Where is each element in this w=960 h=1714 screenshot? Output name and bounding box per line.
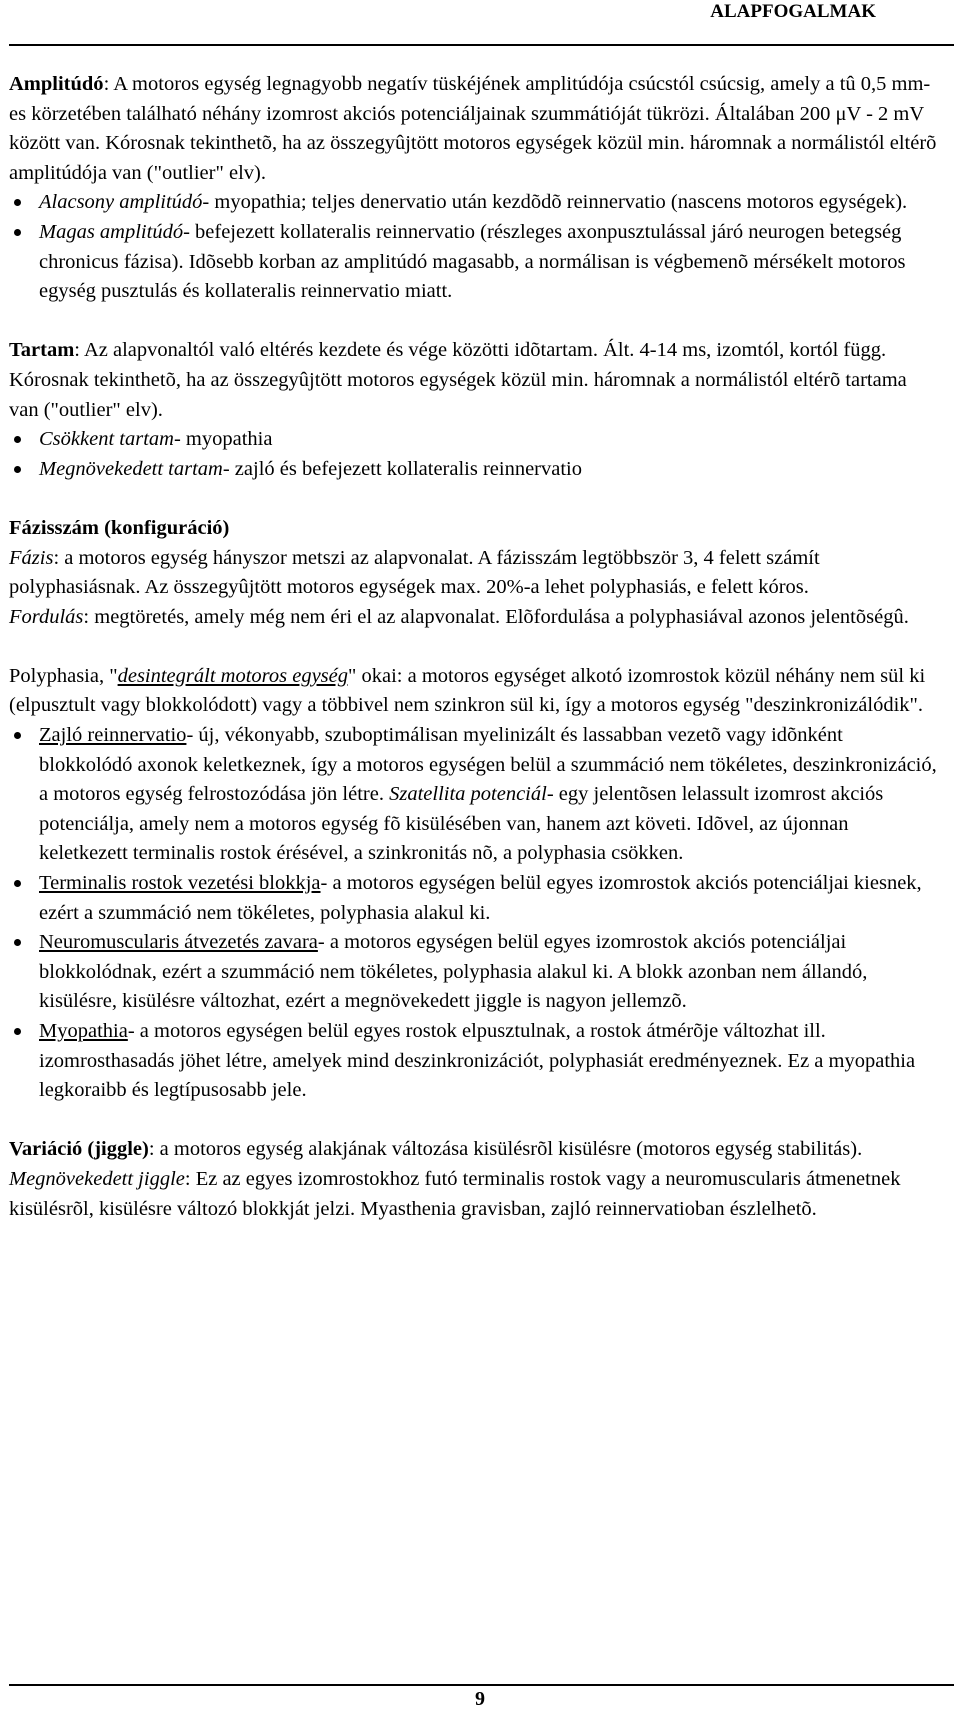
fazisszam-heading-text: Fázisszám (konfiguráció) [9, 516, 230, 539]
list-term: Terminalis rostok vezetési blokkja [39, 872, 321, 895]
tartam-list [9, 425, 939, 484]
list-item [39, 455, 939, 485]
fazis-text: : a motoros egység hányszor metszi az alapvonalat. A fázisszám legtöbbször 3, 4 felett számít polyphasiásnak. Az összegyûjtött motoros egységek max. 20%-a lehet polyphasiás, e felett kóros. [9, 546, 820, 599]
document-body [9, 70, 939, 1224]
list-item [39, 188, 939, 218]
fazis-term: Fázis [9, 546, 54, 569]
list-term: Magas amplitúdó [39, 220, 184, 243]
polyphasia-pre: Polyphasia, " [9, 664, 118, 687]
section-variacio [9, 1135, 939, 1224]
fazis-paragraph [9, 544, 939, 603]
fazisszam-heading [9, 514, 939, 544]
amplitudo-paragraph [9, 70, 939, 188]
section-fazisszam [9, 514, 939, 632]
list-text: - myopathia [173, 428, 273, 451]
tartam-text: : Az alapvonaltól való eltérés kezdete és vége közötti idõtartam. Ált. 4-14 ms, izomtól, kortól függ. Kórosnak tekinthetõ, ha az összegyûjtött motoros egységek közül min. háromnak a normálistól eltérõ tartama van ("outlier" elv). [9, 339, 907, 421]
header-title: ALAPFOGALMAK [710, 1, 876, 22]
section-amplitudo [9, 70, 939, 307]
polyphasia-post: " okai: a motoros egységet alkotó izomrostok közül néhány nem sül ki (elpusztult vagy blokkolódott) vagy a többivel nem szinkron sül ki, így a motoros egység "deszinkronizálódik". [9, 664, 926, 717]
section-tartam [9, 336, 939, 484]
list-text: - myopathia; teljes denervatio után kezdõdõ reinnervatio (nascens motoros egységek). [202, 191, 908, 214]
list-item [39, 869, 939, 928]
polyphasia-term: desintegrált motoros egység [117, 664, 348, 687]
list-text-secondary: - egy jelentõsen lelassult izomrost akciós potenciálja, amely nem a motoros egység fõ kisülésében van, hanem azt követi. Idõvel, az újonnan keletkezett terminalis rostok érésével, a szinkronitás nõ, a polyphasia csökken. [39, 783, 884, 865]
amplitudo-term: Amplitúdó [9, 73, 104, 95]
amplitudo-text: : A motoros egység legnagyobb negatív tüskéjének amplitúdója csúcstól csúcsig, amely a tû 0,5 mm-es körzetében található néhány izomrost akciós potenciáljainak szummátióját tükrözi. Általában 200 μV - 2 mV között van. Kórosnak tekinthetõ, ha az összegyûjtött motoros egységek közül min. háromnak a normálistól eltérõ amplitúdója van ("outlier" elv). [9, 73, 937, 184]
list-item [39, 425, 939, 455]
page-number: 9 [475, 1688, 485, 1710]
list-text: - a motoros egységen belül egyes izomrostok akciós potenciáljai blokkolódnak, ezért a szummáció nem tökéletes, polyphasia alakul ki. A blokk azonban nem állandó, kisülésre, kisülésre változhat, ezért a megnövekedett jiggle is nagyon jellemzõ. [39, 931, 868, 1013]
list-term: Alacsony amplitúdó [39, 191, 203, 214]
list-text: - új, vékonyabb, szuboptimálisan myelinizált és lassabban vezetõ vagy idõnként blokkolódó axonok keletkeznek, így a motoros egységen belül a szummáció nem tökéletes, deszinkronizáció, a motoros egység felrostozódása jön létre. [39, 724, 937, 806]
variacio-text: : a motoros egység alakjának változása kisülésrõl kisülésre (motoros egység stabilitás). [148, 1138, 863, 1161]
list-term: Zajló reinnervatio [39, 724, 187, 747]
variacio-term: Variáció (jiggle) [9, 1138, 149, 1161]
section-polyphasia [9, 662, 939, 1106]
jiggle-text: : Ez az egyes izomrostokhoz futó terminalis rostok vagy a neuromuscularis átmenetnek kisülésrõl, kisülésre változó blokkját jelzi. Myasthenia gravisban, zajló reinnervatioban észlelhetõ. [9, 1167, 901, 1220]
list-term: Neuromuscularis átvezetés zavara [39, 931, 318, 954]
list-text: - a motoros egységen belül egyes izomrostok akciós potenciáljai kiesnek, ezért a szummáció nem tökéletes, polyphasia alakul ki. [39, 872, 922, 924]
list-text: - a motoros egységen belül egyes rostok elpusztulnak, a rostok átmérõje változhat ill. izomrosthasadás jöhet létre, amelyek mind deszinkronizációt, polyphasiát eredményeznek. Ez a myopathia legkoraibb és legtípusosabb jele. [39, 1020, 916, 1102]
tartam-term: Tartam [9, 339, 75, 362]
header-rule [9, 44, 954, 46]
tartam-paragraph [9, 336, 939, 425]
fordulas-term: Fordulás [9, 605, 84, 628]
fordulas-text: : megtöretés, amely még nem éri el az alapvonalat. Elõfordulása a polyphasiával azonos jelentõségû. [83, 605, 909, 628]
list-term-secondary: Szatellita potenciál [389, 783, 547, 806]
polyphasia-paragraph [9, 662, 939, 721]
list-term: Myopathia [39, 1020, 128, 1042]
list-item [39, 928, 939, 1017]
jiggle-term: Megnövekedett jiggle [9, 1167, 185, 1190]
list-item [39, 1017, 939, 1106]
variacio-paragraph [9, 1135, 939, 1165]
polyphasia-list [9, 721, 939, 1106]
list-item [39, 721, 939, 869]
amplitudo-list [9, 188, 939, 306]
fordulas-paragraph [9, 603, 939, 633]
jiggle-paragraph [9, 1165, 939, 1224]
list-term: Megnövekedett tartam [39, 457, 223, 480]
list-item [39, 218, 939, 307]
list-text: - befejezett kollateralis reinnervatio (részleges axonpusztulással járó neurogen betegség chronicus fázisa). Idõsebb korban az amplitúdó magasabb, a normálisan is végbemenõ mérsékelt motoros egység pusztulás és kollateralis reinnervatio miatt. [39, 220, 906, 303]
list-term: Csökkent tartam [39, 428, 174, 451]
list-text: - zajló és befejezett kollateralis reinnervatio [222, 457, 582, 480]
